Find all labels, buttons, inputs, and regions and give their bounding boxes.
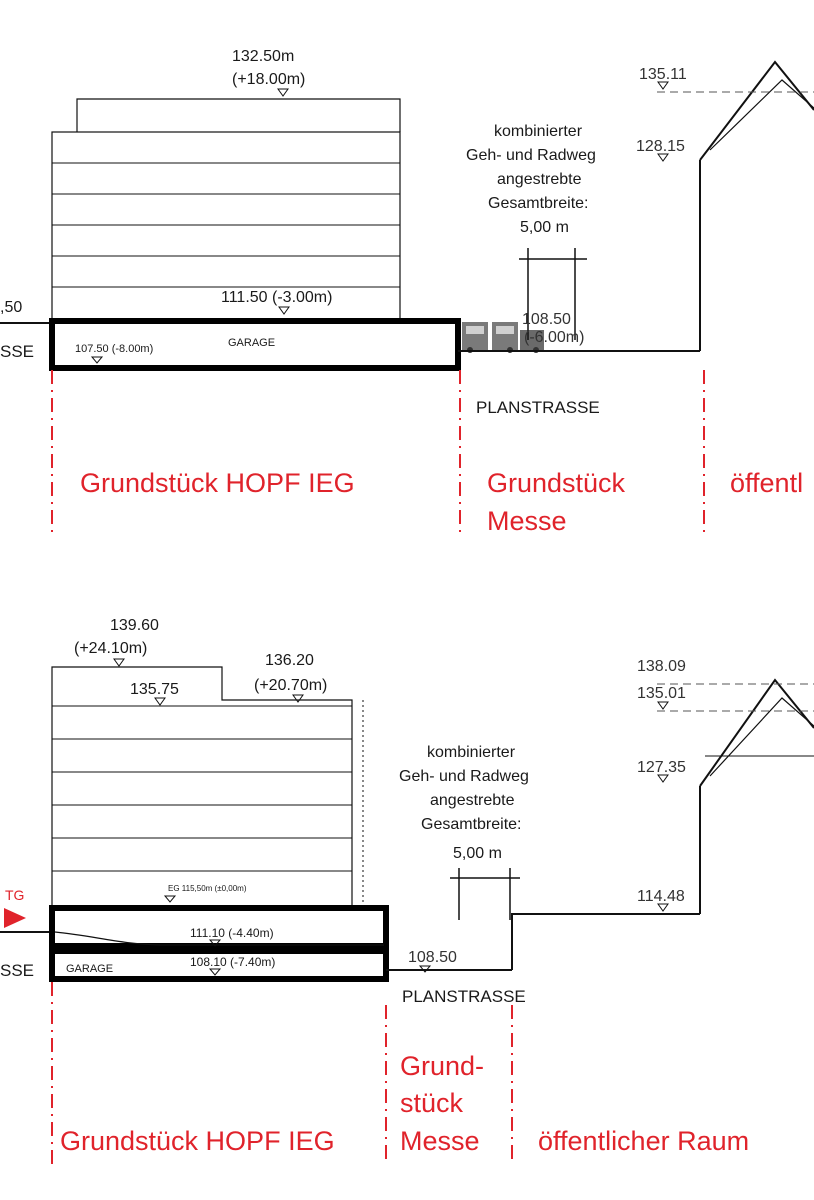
level-marker <box>293 695 303 702</box>
roof-level-1-bottom: 138.09 <box>637 658 686 675</box>
level-marker <box>155 698 165 705</box>
garage-label: GARAGE <box>228 337 276 349</box>
street-level-bottom: 108.50 <box>408 949 457 966</box>
right-top-level: 136.20 <box>265 652 314 669</box>
neighbour-house-top <box>657 62 814 351</box>
svg-text:5,00 m: 5,00 m <box>453 845 502 862</box>
roof-level-2-bottom: 135.01 <box>637 685 686 702</box>
top-building-level-rel: (+18.00m) <box>232 71 306 88</box>
level-marker <box>279 307 289 314</box>
zone-public-top: öffentl <box>730 468 804 498</box>
left-street-partial: SSE <box>0 342 35 361</box>
level-111-label: 111.50 (-3.00m) <box>221 289 333 306</box>
left-level-partial: ,50 <box>0 299 23 316</box>
roof-level-3-bottom: 127.35 <box>637 759 686 776</box>
right-top-level-rel: (+20.70m) <box>254 677 328 694</box>
top-building-level: 132.50m <box>232 48 295 65</box>
left-street-partial-bottom: SSE <box>0 961 35 980</box>
svg-text:angestrebte: angestrebte <box>497 171 582 188</box>
street-name-bottom: PLANSTRASSE <box>402 987 526 1006</box>
level-marker <box>278 89 288 96</box>
zone-hopf-top: Grundstück HOPF IEG <box>80 468 355 498</box>
svg-text:Gesamtbreite:: Gesamtbreite: <box>488 195 589 212</box>
svg-text:kombinierter: kombinierter <box>427 744 516 761</box>
path-dimension-bottom <box>399 744 529 920</box>
zone-messe-bottom-1: Grund- <box>400 1051 485 1081</box>
building-top <box>52 99 400 320</box>
street-level-rel: (-6.00m) <box>524 329 585 346</box>
roof-level-1: 135.11 <box>639 66 687 83</box>
zone-public-bottom: öffentlicher Raum <box>538 1126 750 1156</box>
level-108-bottom: 108.10 (-7.40m) <box>190 955 276 969</box>
zone-messe-bottom-3: Messe <box>400 1126 480 1156</box>
level-marker <box>92 357 102 363</box>
tg-arrow-icon <box>4 908 26 928</box>
garage-label-bottom: GARAGE <box>66 963 114 975</box>
level-marker <box>165 896 175 902</box>
ground-level-bottom: 114.48 <box>637 888 685 905</box>
section-top <box>0 48 814 536</box>
level-marker <box>114 659 124 666</box>
step-level: 135.75 <box>130 681 179 698</box>
svg-text:angestrebte: angestrebte <box>430 792 515 809</box>
level-111-bottom: 111.10 (-4.40m) <box>190 926 274 940</box>
neighbour-house-bottom <box>657 680 814 914</box>
svg-text:Geh- und Radweg: Geh- und Radweg <box>399 768 529 785</box>
street-level: 108.50 <box>522 311 571 328</box>
svg-text:Geh- und Radweg: Geh- und Radweg <box>466 147 596 164</box>
svg-text:kombinierter: kombinierter <box>494 123 583 140</box>
path-dimension-top <box>466 123 596 340</box>
zone-hopf-bottom: Grundstück HOPF IEG <box>60 1126 335 1156</box>
zone-messe-top-2: Messe <box>487 506 567 536</box>
zone-messe-bottom-2: stück <box>400 1088 464 1118</box>
garage-level-label: 107.50 (-8.00m) <box>75 343 154 355</box>
svg-text:5,00 m: 5,00 m <box>520 219 569 236</box>
bottom-building-level-rel: (+24.10m) <box>74 640 148 657</box>
zone-messe-top-1: Grundstück <box>487 468 626 498</box>
building-bottom <box>52 667 363 908</box>
svg-text:Gesamtbreite:: Gesamtbreite: <box>421 816 522 833</box>
bottom-building-level: 139.60 <box>110 617 159 634</box>
tg-label: TG <box>5 887 25 903</box>
roof-level-2: 128.15 <box>636 138 685 155</box>
street-name: PLANSTRASSE <box>476 398 600 417</box>
section-bottom <box>0 617 814 1165</box>
level-marker <box>210 969 220 975</box>
eg-level: EG 115,50m (±0,00m) <box>168 884 247 893</box>
